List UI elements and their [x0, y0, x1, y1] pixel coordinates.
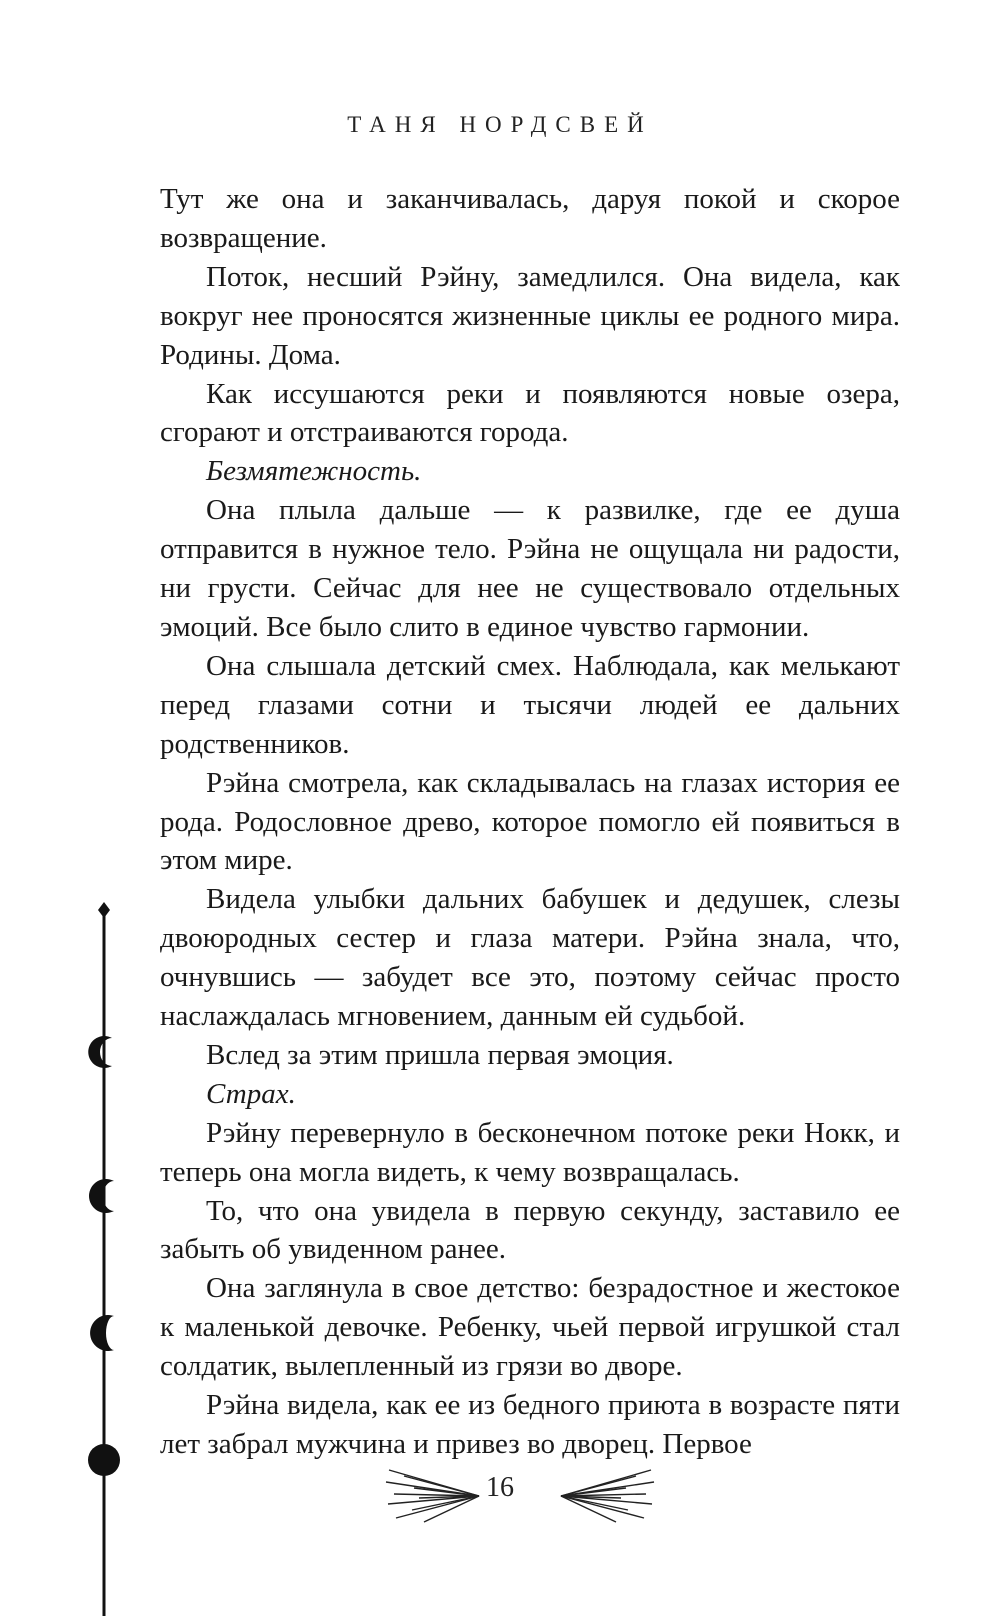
- paragraph: Она слышала детский смех. Наблюдала, как мелькают перед глазами сотни и тысячи людей ее дальних родственников.: [160, 649, 900, 760]
- paragraph: Поток, несший Рэйну, замедлился. Она видела, как вокруг нее проносятся жизненные циклы ее родного мира. Родины. Дома.: [160, 260, 900, 371]
- diamond-icon: [98, 902, 110, 918]
- running-header: ТАНЯ НОРДСВЕЙ: [347, 112, 653, 137]
- paragraph-italic: Безмятежность.: [206, 455, 422, 488]
- paragraph: Рэйна видела, как ее из бедного приюта в возрасте пяти лет забрал мужчина и привез во дворец. Первое: [160, 1389, 900, 1460]
- sunburst-lines-icon: [556, 1468, 656, 1524]
- body-text: [160, 180, 900, 1464]
- paragraph: Как иссушаются реки и появляются новые озера, сгорают и отстраиваются города.: [160, 377, 900, 449]
- paragraph: Она заглянула в свое детство: безрадостное и жестокое к маленькой девочке. Ребенку, чьей первой игрушкой стал солдатик, вылепленный из грязи во дворе.: [160, 1272, 900, 1383]
- paragraph: Тут же она и заканчивалась, даруя покой и скорое возвращение.: [160, 183, 900, 254]
- paragraph: То, что она увидела в первую секунду, заставило ее забыть об увиденном ранее.: [160, 1194, 900, 1266]
- crescent-moon-icon: [89, 1179, 114, 1213]
- paragraph: Вслед за этим пришла первая эмоция.: [206, 1038, 674, 1071]
- paragraph: Рэйну перевернуло в бесконечном потоке реки Нокк, и теперь она могла видеть, к чему возвращалась.: [160, 1116, 900, 1188]
- page-footer: [0, 1464, 1000, 1524]
- paragraph: Рэйна смотрела, как складывалась на глазах история ее рода. Родословное древо, которое помогло ей появиться в этом мире.: [160, 766, 900, 877]
- crescent-moon-icon: [88, 1036, 112, 1068]
- moon-phase-decoration: [0, 0, 140, 1616]
- paragraph-italic: Страх.: [206, 1077, 296, 1110]
- paragraph: Видела улыбки дальних бабушек и дедушек, слезы двоюродных сестер и глаза матери. Рэйна знала, что, очнувшись — забудет все это, поэтому сейчас просто наслаждалась мгновением, данным ей судьбой.: [160, 883, 900, 1033]
- page-number: 16: [486, 1472, 514, 1503]
- paragraph: Она плыла дальше — к развилке, где ее душа отправится в нужное тело. Рэйна не ощущала ни радости, ни грусти. Сейчас для нее не существовало отдельных эмоций. Все было слито в единое чувство гармонии.: [160, 494, 900, 643]
- half-moon-icon: [90, 1315, 114, 1351]
